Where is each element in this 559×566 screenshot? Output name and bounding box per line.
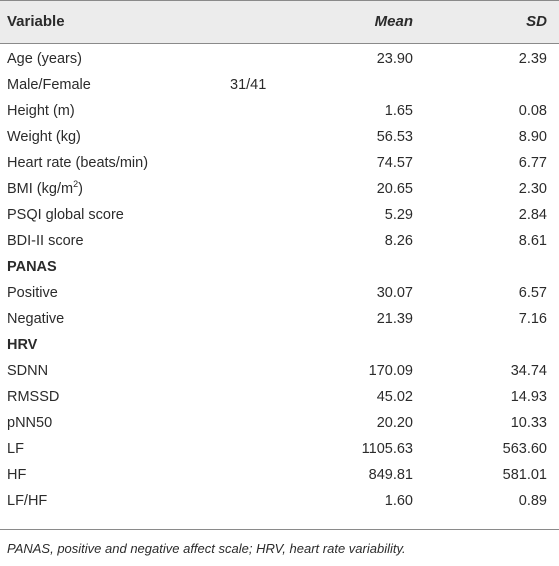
cell-mean: 30.07 [376,285,413,301]
cell-variable-text: BMI (kg/m [7,181,74,197]
cell-variable: LF [7,441,24,457]
table-row [0,359,559,385]
table-row [0,177,559,203]
cell-variable: Male/Female [7,77,91,93]
table-row [0,385,559,411]
cell-sd: 563.60 [502,441,547,457]
cell-variable: HRV [7,337,38,353]
section-row [0,255,559,281]
table-row [0,307,559,333]
cell-sd: 2.39 [518,51,547,67]
table-row [0,47,559,73]
table-row [0,463,559,489]
cell-variable: Weight (kg) [7,129,81,145]
cell-sd: 581.01 [502,467,547,483]
table-header [0,0,559,44]
cell-variable: BDI-II score [7,233,84,249]
bottom-rule [0,529,559,530]
cell-variable: PSQI global score [7,207,124,223]
cell-variable: Positive [7,285,58,301]
header-sd: SD [526,13,547,30]
table-row [0,151,559,177]
cell-variable [7,181,83,197]
cell-variable: PANAS [7,259,57,275]
cell-sd: 8.90 [518,129,547,145]
cell-sd: 34.74 [510,363,547,379]
cell-mean: 21.39 [376,311,413,327]
cell-variable: RMSSD [7,389,60,405]
cell-sd: 0.08 [518,103,547,119]
table-footnote: PANAS, positive and negative affect scale; HRV, heart rate variability. [7,541,406,556]
header-variable: Variable [7,13,65,30]
cell-mean: 23.90 [376,51,413,67]
cell-mean: 74.57 [376,155,413,171]
cell-mean: 20.65 [376,181,413,197]
section-row [0,333,559,359]
cell-mean: 5.29 [384,207,413,223]
table-row [0,411,559,437]
cell-variable: SDNN [7,363,49,379]
table-row [0,99,559,125]
cell-variable: pNN50 [7,415,53,431]
cell-mean: 1.65 [384,103,413,119]
table-row [0,73,559,99]
superscript: 2 [73,179,79,190]
table-row [0,125,559,151]
cell-sd: 6.57 [518,285,547,301]
cell-variable: Heart rate (beats/min) [7,155,149,171]
table-row [0,437,559,463]
cell-variable: HF [7,467,27,483]
cell-variable: Negative [7,311,65,327]
table-row [0,281,559,307]
cell-variable: Height (m) [7,103,75,119]
cell-mean: 170.09 [368,363,413,379]
cell-sd: 7.16 [518,311,547,327]
cell-sd: 0.89 [518,493,547,509]
cell-mean: 1105.63 [361,441,413,457]
cell-sd: 2.84 [518,207,547,223]
cell-mean: 8.26 [384,233,413,249]
cell-sd: 6.77 [518,155,547,171]
cell-sd: 10.33 [510,415,547,431]
table-row [0,489,559,515]
cell-mean: 20.20 [376,415,413,431]
cell-mean: 45.02 [376,389,413,405]
cell-sd: 2.30 [518,181,547,197]
cell-sd: 8.61 [518,233,547,249]
cell-sd: 14.93 [510,389,547,405]
cell-mean: 1.60 [384,493,413,509]
cell-variable: LF/HF [7,493,48,509]
header-mean: Mean [374,13,413,30]
table-row [0,229,559,255]
cell-count: 31/41 [230,77,267,93]
table-row [0,203,559,229]
cell-mean: 56.53 [376,129,413,145]
cell-variable: Age (years) [7,51,82,67]
table-body [0,44,559,515]
cell-mean: 849.81 [368,467,413,483]
cell-variable-suffix: ) [78,181,83,197]
